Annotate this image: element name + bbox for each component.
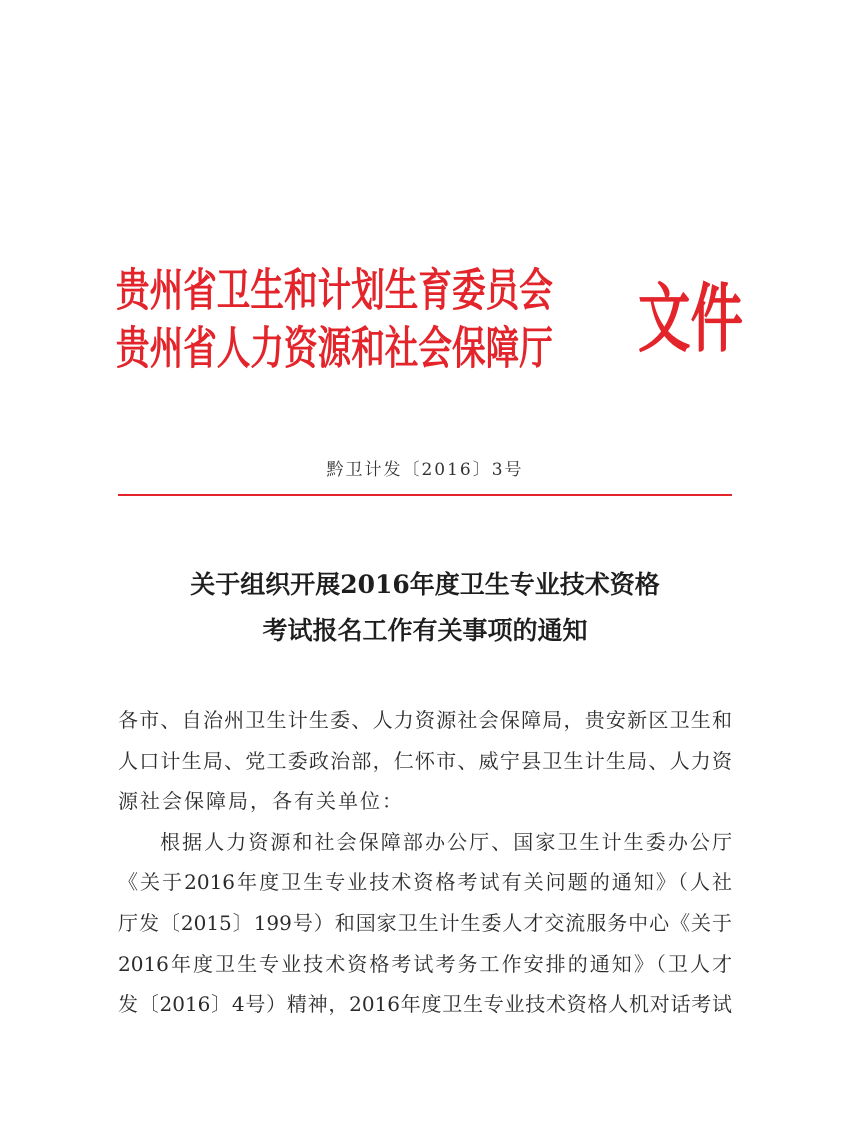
document-number: 黔卫计发〔2016〕3号 <box>326 460 524 480</box>
recipients-line-3: 源社会保障局，各有关单位： <box>118 789 404 814</box>
document-type-label: 文件 <box>638 277 743 363</box>
red-divider-line <box>118 494 732 496</box>
title-line-1: 关于组织开展2016年度卫生专业技术资格 <box>190 570 660 599</box>
letterhead <box>116 262 743 397</box>
recipients-line-2: 人口计生局、党工委政治部，仁怀市、威宁县卫生计生局、人力资 <box>118 748 732 773</box>
paragraph-line-4: 2016年度卫生专业技术资格考试考务工作安排的通知》（卫人才 <box>118 951 732 976</box>
paragraph-line-1: 根据人力资源和社会保障部办公厅、国家卫生计生委办公厅 <box>160 829 732 854</box>
issuer-health-commission: 贵州省卫生和计划生育委员会 <box>116 265 553 317</box>
title-line-2: 考试报名工作有关事项的通知 <box>262 616 588 645</box>
paragraph-line-2: 《关于2016年度卫生专业技术资格考试有关问题的通知》（人社 <box>118 870 732 895</box>
notice-title <box>0 562 850 654</box>
issuer-human-resources-department: 贵州省人力资源和社会保障厅 <box>116 323 553 375</box>
paragraph-line-3: 厅发〔2015〕199号）和国家卫生计生委人才交流服务中心《关于 <box>118 910 732 935</box>
issuing-authorities <box>116 262 626 378</box>
recipients-line-1: 各市、自治州卫生计生委、人力资源社会保障局，贵安新区卫生和 <box>118 708 732 732</box>
notice-body <box>118 700 732 1025</box>
paragraph-line-5: 发〔2016〕4号）精神，2016年度卫生专业技术资格人机对话考试 <box>118 992 732 1017</box>
